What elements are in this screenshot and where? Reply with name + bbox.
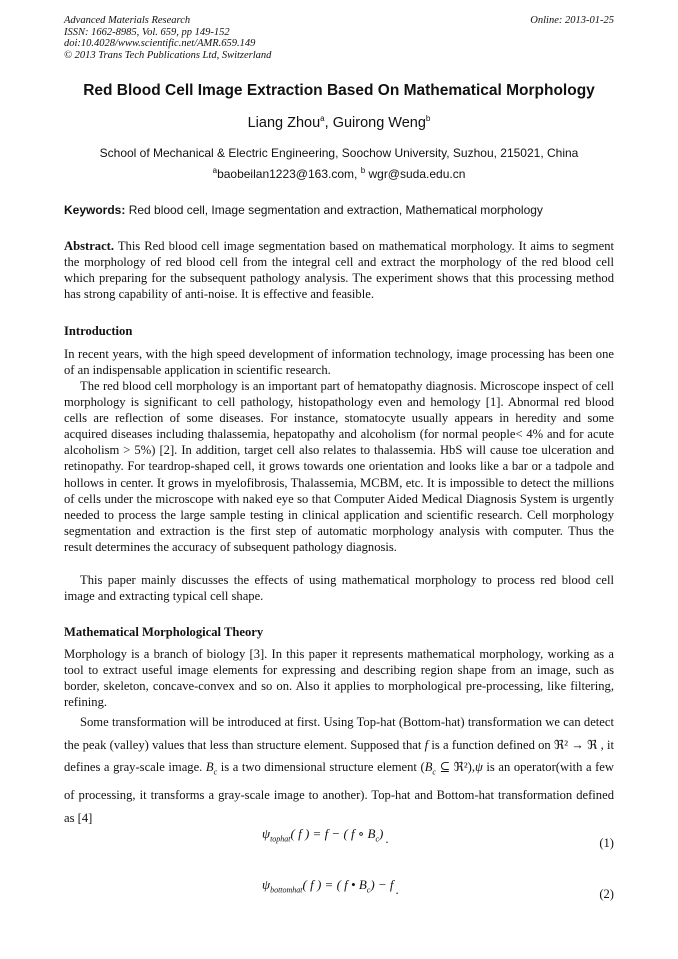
online-date: Online: 2013-01-25 xyxy=(530,15,614,26)
authors xyxy=(0,114,678,131)
abstract xyxy=(64,238,614,302)
doi-line: doi:10.4028/www.scientific.net/AMR.659.149 xyxy=(64,38,256,49)
eq1-rhs: ( f ) = f − ( f ∘ B xyxy=(290,826,376,841)
theory-paragraph-2 xyxy=(64,711,614,829)
abstract-text: This Red blood cell image segmentation based on mathematical morphology. It aims to segment the morphology of red blood cell from the integral cell and extract the morphology of the red blood cell which preparing for the subsequent pathology analysis. The experiment shows that this processing method has strong capability of anti-noise. It is effective and feasible. xyxy=(64,239,614,302)
theory-p2-text-e: ), xyxy=(467,760,476,775)
email-b-sup: b xyxy=(360,166,366,175)
equation-2-number: (2) xyxy=(599,887,614,901)
emails xyxy=(0,166,678,181)
symbol-psi: ψ xyxy=(475,760,483,775)
equation-1 xyxy=(262,826,389,844)
eq1-tail: ) xyxy=(379,826,384,841)
email-a-sup: a xyxy=(212,166,218,175)
eq2-rhs: ( f ) = ( f • B xyxy=(302,877,367,892)
affiliation: School of Mechanical & Electric Engineering, Soochow University, Suzhou, 215021, China xyxy=(99,146,579,160)
theory-p2-text-d: is a two dimensional structure element ( xyxy=(217,760,425,775)
author-1-sup: a xyxy=(320,114,325,123)
journal-header xyxy=(64,15,271,61)
keywords xyxy=(64,203,543,217)
symbol-f: f xyxy=(424,737,429,752)
intro-paragraph-1: In recent years, with the high speed development of information technology, image processing has been one of an indispensable application in scientific research. xyxy=(64,347,614,378)
author-2-sup: b xyxy=(425,114,431,123)
intro-paragraph-3: This paper mainly discusses the effects of using mathematical morphology to process red blood cell image and extracting typical cell shape. xyxy=(64,573,614,604)
intro-heading: Introduction xyxy=(64,324,133,338)
email-a: baobeilan1223@163.com, xyxy=(217,167,361,181)
eq1-dot: . xyxy=(385,831,389,846)
eq1-psi: ψ xyxy=(262,826,271,841)
symbol-b: B xyxy=(205,760,214,775)
intro-paragraph-2: The red blood cell morphology is an important part of hematopathy diagnosis. Microscope inspect of cell morphology is significant to cell pathology, histopathology even and hemology [1]. Abnormal red blood cells are reflection of some diseases. For instance, stomatocyte usually appears in heredity and some acquired diseases including thalassemia, hepatopathy and alcoholism (for normal people< 4% and for acute alcoholism > 5%) [2]. In addition, target cell also relates to thalassemia. HbS will cause toe ulceration and retinopathy. For teardrop-shaped cell, it grows towards one orientation and looks like a bar or a tadpole and hollows in center. It grows in myelofibrosis, Thalassemia, MCBM, etc. It is impossible to detect the millions of cells under the microscope with naked eye so that Computer Aided Medical Diagnosis System is urgently needed to process the large sample testing in clinical application and scientific research. Cell morphology segmentation and extraction is the first step of automatic morphology analysis with computer. Thus the result determines the accuracy of subsequent pathology diagnosis. xyxy=(64,379,614,554)
keywords-text: Red blood cell, Image segmentation and extraction, Mathematical morphology xyxy=(125,203,543,217)
theory-p2-text-a: Some transformation will be introduced at first. Using Top-hat (Bottom-hat) transformation we can detect the peak (valley) values that less than structure element. Supposed that xyxy=(64,715,614,752)
eq2-psi: ψ xyxy=(262,877,271,892)
paper-title: Red Blood Cell Image Extraction Based On Mathematical Morphology xyxy=(83,82,595,99)
abstract-label: Abstract. xyxy=(64,239,115,253)
theory-heading: Mathematical Morphological Theory xyxy=(64,625,264,639)
eq1-sub: tophat xyxy=(270,834,291,844)
theory-p2-text-c: , it defines a gray-scale image. xyxy=(64,737,614,775)
set-b-sub: c xyxy=(432,767,436,777)
author-2: Guirong Weng xyxy=(332,114,426,131)
eq1-rhs-sub: c xyxy=(375,834,380,844)
set-subset: ⊆ ℜ² xyxy=(435,760,468,775)
journal-name: Advanced Materials Research xyxy=(64,15,191,26)
symbol-b-sub: c xyxy=(213,767,218,777)
theory-p2-text-f: is an operator(with a few of processing, it transforms a gray-scale image to another). Top-hat and Bottom-hat transformation defined as [4] xyxy=(64,760,614,825)
issn-line: ISSN: 1662-8985, Vol. 659, pp 149-152 xyxy=(64,26,230,38)
keywords-label: Keywords: xyxy=(64,203,126,217)
eq2-rhs-sub: c xyxy=(366,885,371,895)
equation-2 xyxy=(262,877,399,895)
equation-1-number: (1) xyxy=(599,836,614,850)
author-1: Liang Zhou xyxy=(247,114,321,131)
email-b: wgr@suda.edu.cn xyxy=(365,167,466,181)
eq2-tail: ) − f xyxy=(370,877,394,892)
author-separator: , xyxy=(324,114,333,131)
theory-paragraph-1: Morphology is a branch of biology [3]. In this paper it represents mathematical morphology, working as a tool to extract useful image elements for expressing and describing region shape from an image, such as border, skeleton, concave-convex and so on. Also it applies to morphological pre-processing, like filtering, refining. xyxy=(64,647,614,710)
theory-p2-text-b: is a function defined on xyxy=(428,737,554,752)
copyright-line: © 2013 Trans Tech Publications Ltd, Switzerland xyxy=(64,49,272,61)
eq2-sub: bottomhat xyxy=(270,885,303,895)
set-b: B xyxy=(424,760,433,775)
mapping-expression: ℜ² → ℜ xyxy=(553,737,598,752)
eq2-dot: . xyxy=(395,882,399,897)
